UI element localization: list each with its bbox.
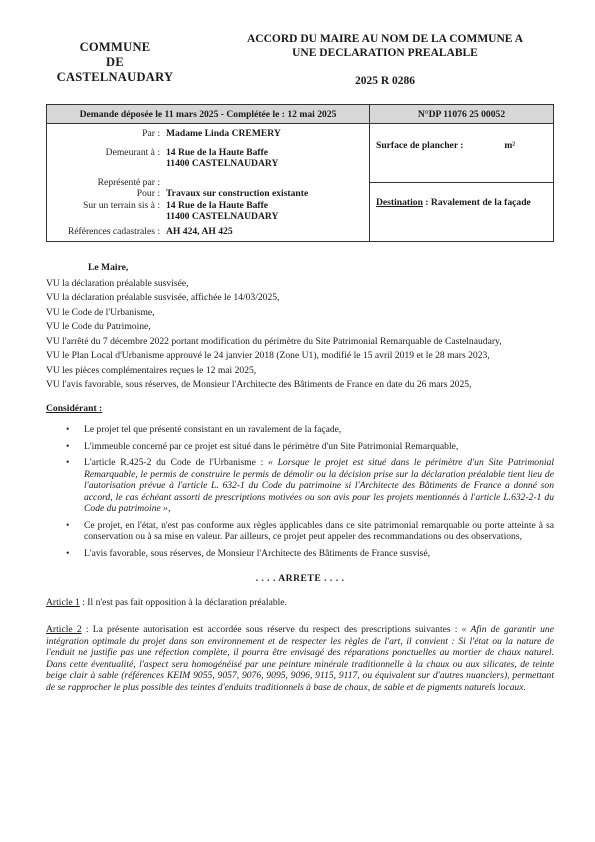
vu-line: VU l'arrêté du 7 décembre 2022 portant modification du périmètre du Site Patrimonial Remarquable de Castelnaudary, <box>46 335 502 347</box>
destination-value: : Ravalement de la façade <box>422 197 531 208</box>
dossier-number: N°DP 11076 25 00052 <box>370 105 554 124</box>
article-2-prescription: « Afin de garantir une intégration optimale du projet dans son environnement et de respecter les règles de l'art, il convient : Si l'état ou la nature de l'enduit ne justifie pas une réfection complète, il pourra être envisagé des réparations ponctuelles au mortier de chaux naturel. Dans cette éventualité, l'aspect sera homogénéisé par une peinture minérale traditionnelle à la chaux ou aux silicates, de teinte beige clair à sable (références KEIM 9055, 9057, 9076, 9095, 9096, 9115, 9117, ou équivalent sur d'autres nuanciers), permettant de se rapprocher le plus possible des teintes d'enduits traditionnels à base de chaux, de sable et de pigments naturels locaux. <box>46 624 554 693</box>
considerant-title: Considérant : <box>46 402 103 414</box>
vu-line: VU les pièces complémentaires reçues le 12 mai 2025, <box>46 364 257 376</box>
pour-label: Pour : <box>136 188 160 199</box>
cadastre-label: Références cadastrales : <box>67 225 160 237</box>
commune-line: DE <box>106 55 124 69</box>
article-1-title: Article 1 <box>46 596 80 608</box>
surface-cell <box>370 124 554 183</box>
decision-body <box>46 262 554 696</box>
article-2-title: Article 2 <box>46 624 82 635</box>
considerant-quote: « Lorsque le projet est situé dans le périmètre d'un Site Patrimonial Remarquable, le permis de construire le permis de démolir ou la décision prise sur la déclaration préalable tient lieu de l'autorisation prévue à l'article L. 632-1 du Code du patrimoine si l'Architecte des Bâtiments de France a donné son accord, le cas échéant assorti de prescriptions motivées ou son avis pour les projets mentionnés à l'article L.632-2-1 du Code du patrimoine », <box>84 457 554 514</box>
considerant-list <box>46 424 554 559</box>
document-title: UNE DECLARATION PREALABLE <box>292 47 478 59</box>
demeurant-value: 11400 CASTELNAUDARY <box>166 158 279 169</box>
article-1 <box>46 597 554 609</box>
surface-label: Surface de plancher : <box>376 140 464 151</box>
considerant-item: • L'avis favorable, sous réserves, de Monsieur l'Architecte des Bâtiments de France susvisé, <box>84 548 554 560</box>
vu-line: VU le Plan Local d'Urbanisme approuvé le 24 janvier 2018 (Zone U1), modifié le 15 avril 2019 et le 28 mars 2023, <box>46 350 490 361</box>
article-2 <box>46 624 554 693</box>
vu-line: VU l'avis favorable, sous réserves, de Monsieur l'Architecte des Bâtiments de France en date du 26 mars 2025, <box>46 379 472 390</box>
request-dates: Demande déposée le 11 mars 2025 - Complétée le : 12 mai 2025 <box>47 105 370 124</box>
par-value: Madame Linda CREMERY <box>166 128 281 139</box>
commune-block <box>40 40 190 85</box>
commune-line: CASTELNAUDARY <box>56 70 174 84</box>
considerant-item: • Le projet tel que présenté consistant en un ravalement de la façade, <box>84 424 554 436</box>
document-title-block <box>205 32 565 88</box>
cadastre-value: AH 424, AH 425 <box>166 225 233 237</box>
vu-line: VU le Code de l'Urbanisme, <box>46 306 155 318</box>
terrain-value: 14 Rue de la Haute Baffe <box>166 199 269 211</box>
vu-line: VU le Code du Patrimoine, <box>46 321 151 332</box>
destination-label: Destination <box>376 197 423 208</box>
demeurant-label: Demeurant à : <box>105 146 160 158</box>
considerant-item: • Ce projet, en l'état, n'est pas conforme aux règles applicables dans ce site patrimonial remarquable ou porte atteinte à sa conservation ou à sa mise en valeur. Par ailleurs, ce projet peut appeler des recommandations ou des observations, <box>84 520 554 543</box>
document-title: ACCORD DU MAIRE AU NOM DE LA COMMUNE A <box>247 33 523 45</box>
vu-line: VU la déclaration préalable susvisée, <box>46 277 189 289</box>
arrete-reference: 2025 R 0286 <box>354 75 416 87</box>
considerant-text: L'article R.425-2 du Code de l'Urbanisme : <box>84 457 269 468</box>
represente-label: Représenté par : <box>97 176 160 188</box>
terrain-label: Sur un terrain sis à : <box>82 199 160 211</box>
article-2-text: : La présente autorisation est accordée sous réserve du respect des prescriptions suivantes : <box>81 624 462 635</box>
demeurant-value: 14 Rue de la Haute Baffe <box>166 146 269 158</box>
par-label: Par : <box>142 128 160 139</box>
pour-value: Travaux sur construction existante <box>166 188 309 199</box>
terrain-value: 11400 CASTELNAUDARY <box>166 211 279 222</box>
le-maire: Le Maire, <box>88 262 129 273</box>
applicant-block <box>47 124 370 242</box>
considerant-item: • L'immeuble concerné par ce projet est situé dans le périmètre d'un Site Patrimonial Remarquable, <box>84 441 554 453</box>
vu-line: VU la déclaration préalable susvisée, affichée le 14/03/2025, <box>46 292 280 303</box>
represente-value <box>166 177 369 189</box>
arrete-heading: . . . . ARRETE . . . . <box>255 573 345 584</box>
commune-line: COMMUNE <box>79 40 151 54</box>
dossier-info-table <box>46 104 554 242</box>
destination-cell <box>370 183 554 242</box>
surface-unit: m² <box>504 140 516 151</box>
article-1-text: : Il n'est pas fait opposition à la déclaration préalable. <box>79 596 287 608</box>
considerant-item <box>84 457 554 515</box>
